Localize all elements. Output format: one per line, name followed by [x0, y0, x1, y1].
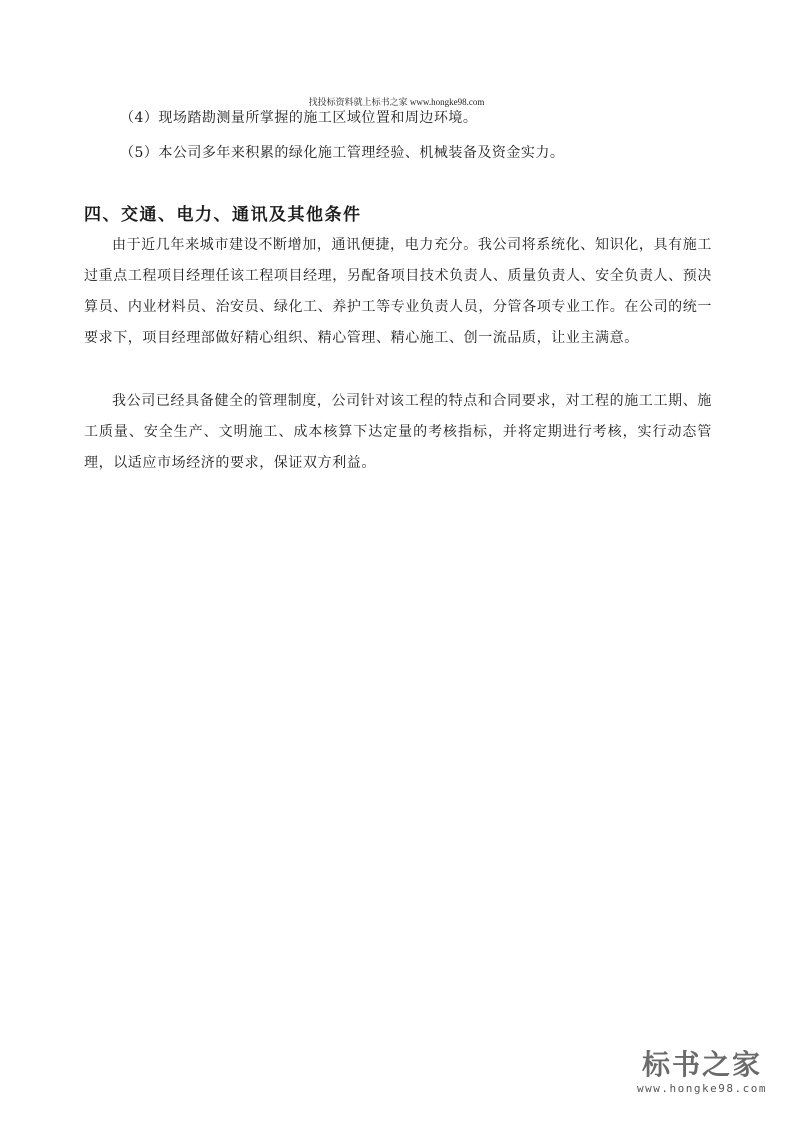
paragraph-conditions: 由于近几年来城市建设不断增加，通讯便捷，电力充分。我公司将系统化、知识化，具有施工过重点工程项目经理任该工程项目经理，另配备项目技术负责人、质量负责人、安全负责人、预决算员、内业材料员、治安员、绿化工、养护工等专业负责人员，分管各项专业工作。在公司的统一要求下，项目经理部做好精心组织、精心管理、精心施工、创一流品质，让业主满意。	[84, 237, 712, 346]
list-item-4: （4）现场踏勘测量所掌握的施工区域位置和周边环境。	[120, 110, 478, 126]
section-title: 四、交通、电力、通讯及其他条件	[84, 205, 362, 225]
header-note: 找投标资料就上标书之家 www.hongke98.com	[308, 97, 485, 107]
watermark-url: www.hongke98.com	[637, 1082, 767, 1095]
watermark-logo	[627, 1048, 777, 1108]
list-item-5: （5）本公司多年来积累的绿化施工管理经验、机械装备及资金实力。	[120, 145, 565, 161]
watermark-title: 标书之家	[641, 1048, 762, 1081]
paragraph-management: 我公司已经具备健全的管理制度，公司针对该工程的特点和合同要求，对工程的施工工期、施工质量、安全生产、文明施工、成本核算下达定量的考核指标，并将定期进行考核，实行动态管理，以适应市场经济的要求，保证双方利益。	[84, 393, 712, 471]
